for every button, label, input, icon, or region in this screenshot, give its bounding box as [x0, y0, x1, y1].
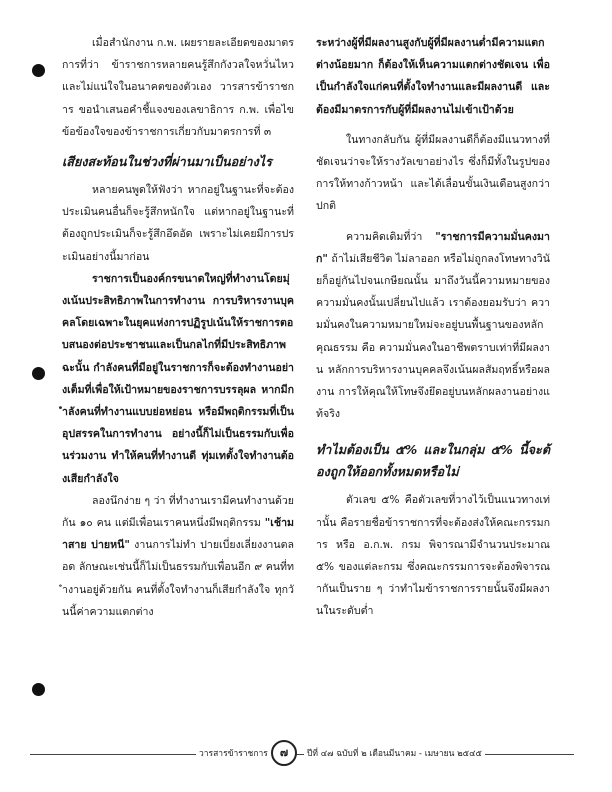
example-quote: "เช้ามาสาย บ่ายหนี"	[62, 517, 294, 552]
section-heading-feedback: เสียงสะท้อนในช่วงที่ผ่านมาเป็นอย่างไร	[62, 154, 272, 170]
section-heading-five-percent: ทำไมต้องเป็น ๕% และในกลุ่ม ๕% นี้จะต้องถูกให้ออกทั้งหมดหรือไม่	[316, 442, 550, 480]
paragraph-government-organization: ราชการเป็นองค์กรขนาดใหญ่ที่ทำงานโดยมุ่งเน้นประสิทธิภาพในการทำงาน การบริหารงานบุคคลโดยเฉพาะในยุคแห่งการปฏิรูปเน้นให้ราชการตอบสนองต่อประชาชนและเป็นกลไกที่มีประสิทธิภาพ ฉะนั้น กำลังคนที่มีอยู่ในราชการก็จะต้องทำงานอย่างเต็มที่เพื่อให้เป้าหมายของราชการบรรลุผล หากมีกำลังคนที่ทำงานแบบย่อหย่อน หรือมีพฤติกรรมที่เป็นอุปสรรคในการทำงาน อย่างนี้ก็ไม่เป็นธรรมกับเพื่อนร่วมงาน ทำให้คนที่ทำงานดี ทุ่มเทตั้งใจทำงานต้องเสียกำลังใจ	[62, 272, 294, 485]
paragraph-job-security	[316, 226, 550, 426]
page-footer	[0, 742, 612, 766]
example-text-end: งานการไม่ทำ ปายเบี่ยงเลี่ยงงานตลอด ลักษณะเช่นนี้ก็ไม่เป็นธรรมกับเพื่อนอีก ๙ คนที่ทำงานอยู่ด้วยกัน คนที่ตั้งใจทำงานก็เสียกำลังใจ ทุกวันนี้ค่าความแตกต่าง	[62, 539, 294, 618]
example-text-start: ลองนึกง่าย ๆ ว่า ที่ทำงานเรามีคนทำงานด้วยกัน ๑๐ คน แต่มีเพื่อนเราคนหนึ่งมีพฤติกรรม	[62, 494, 294, 530]
paragraph-five-percent: ตัวเลข ๕% คือตัวเลขที่วางไว้เป็นแนวทางเท่านั้น คือรายชื่อข้าราชการที่จะต้องส่งให้คณะกรรมการ หรือ อ.ก.พ. กรม พิจารณามีจำนวนประมาณ ๕% ของแต่ละกรม ซึ่งคณะกรรมการจะต้องพิจารณากันเป็นราย ๆ ว่าทำไมข้าราชการรายนั้นจึงมีผลงานในระดับต่ำ	[316, 494, 550, 618]
security-quote: "ราชการมีความมั่นคงมาก"	[316, 230, 550, 265]
paragraph-rewards: ในทางกลับกัน ผู้ที่มีผลงานดีก็ต้องมีแนวทางที่ชัดเจนว่าจะให้รางวัลเขาอย่างไร ซึ่งก็มีทั้งในรูปของการให้ทางก้าวหน้า และได้เลื่อนขั้นเงินเดือนสูงกว่าปกติ	[316, 133, 550, 213]
left-column	[62, 32, 294, 623]
intro-paragraph: เมื่อสำนักงาน ก.พ. เผยรายละเอียดของมาตรการที่ว่า ข้าราชการหลายคนรู้สึกกังวลใจหวั่นไหว และไม่แน่ใจในอนาคตของตัวเอง วารสารข้าราชการ ขอนำเสนอคำชี้แจงของเลขาธิการ ก.พ. เพื่อไขข้อข้องใจของข้าราชการเกี่ยวกับมาตรการที่ ๓	[62, 37, 294, 138]
security-text-start: ความคิดเดิมที่ว่า	[346, 230, 436, 243]
binding-hole-top	[32, 64, 45, 77]
footer-journal-name: วารสารข้าราชการ	[196, 746, 271, 760]
footer-issue-info: ปีที่ ๔๗ ฉบับที่ ๒ เดือนมีนาคม - เมษายน ๒๕๔๕	[304, 746, 485, 760]
security-text-end: ถ้าไม่เสียชีวิต ไม่ลาออก หรือไม่ถูกลงโทษทางวินัยก็อยู่กันไปจนเกษียณนั้น มาถึงวันนี้ความหมายของความมั่นคงนั้นเปลี่ยนไปแล้ว เราต้องยอมรับว่า ความมั่นคงในความหมายใหม่จะอยู่บนพื้นฐานของหลักคุณธรรม คือ ความมั่นคงในอาชีพตราบเท่าที่มีผลงาน หลักการบริหารงานบุคคลจึงเน้นผลสัมฤทธิ์หรือผลงาน การให้คุณให้โทษจึงยึดอยู่บนหลักผลงานอย่างแท้จริง	[316, 252, 550, 421]
paragraph-assessment: หลายคนพูดให้ฟังว่า หากอยู่ในฐานะที่จะต้องประเมินคนอื่นก็จะรู้สึกหนักใจ แต่หากอยู่ในฐานะที่ต้องถูกประเมินก็จะรู้สึกอึดอัด เพราะไม่เคยมีการประเมินอย่างนี้มาก่อน	[62, 184, 294, 263]
binding-hole-middle	[32, 367, 45, 380]
binding-hole-bottom	[32, 683, 45, 696]
paragraph-example	[62, 490, 294, 623]
right-column	[316, 32, 550, 623]
page-number: ๗	[271, 740, 297, 766]
paragraph-performance-gap: ระหว่างผู้ที่มีผลงานสูงกับผู้ที่มีผลงานต่ำมีความแตกต่างน้อยมาก ก็ต้องให้เห็นความแตกต่างชัดเจน เพื่อเป็นกำลังใจแก่คนที่ตั้งใจทำงานและมีผลงานดี และต้องมีมาตรการกับผู้ที่มีผลงานไม่เข้าเป้าด้วย	[316, 37, 550, 116]
